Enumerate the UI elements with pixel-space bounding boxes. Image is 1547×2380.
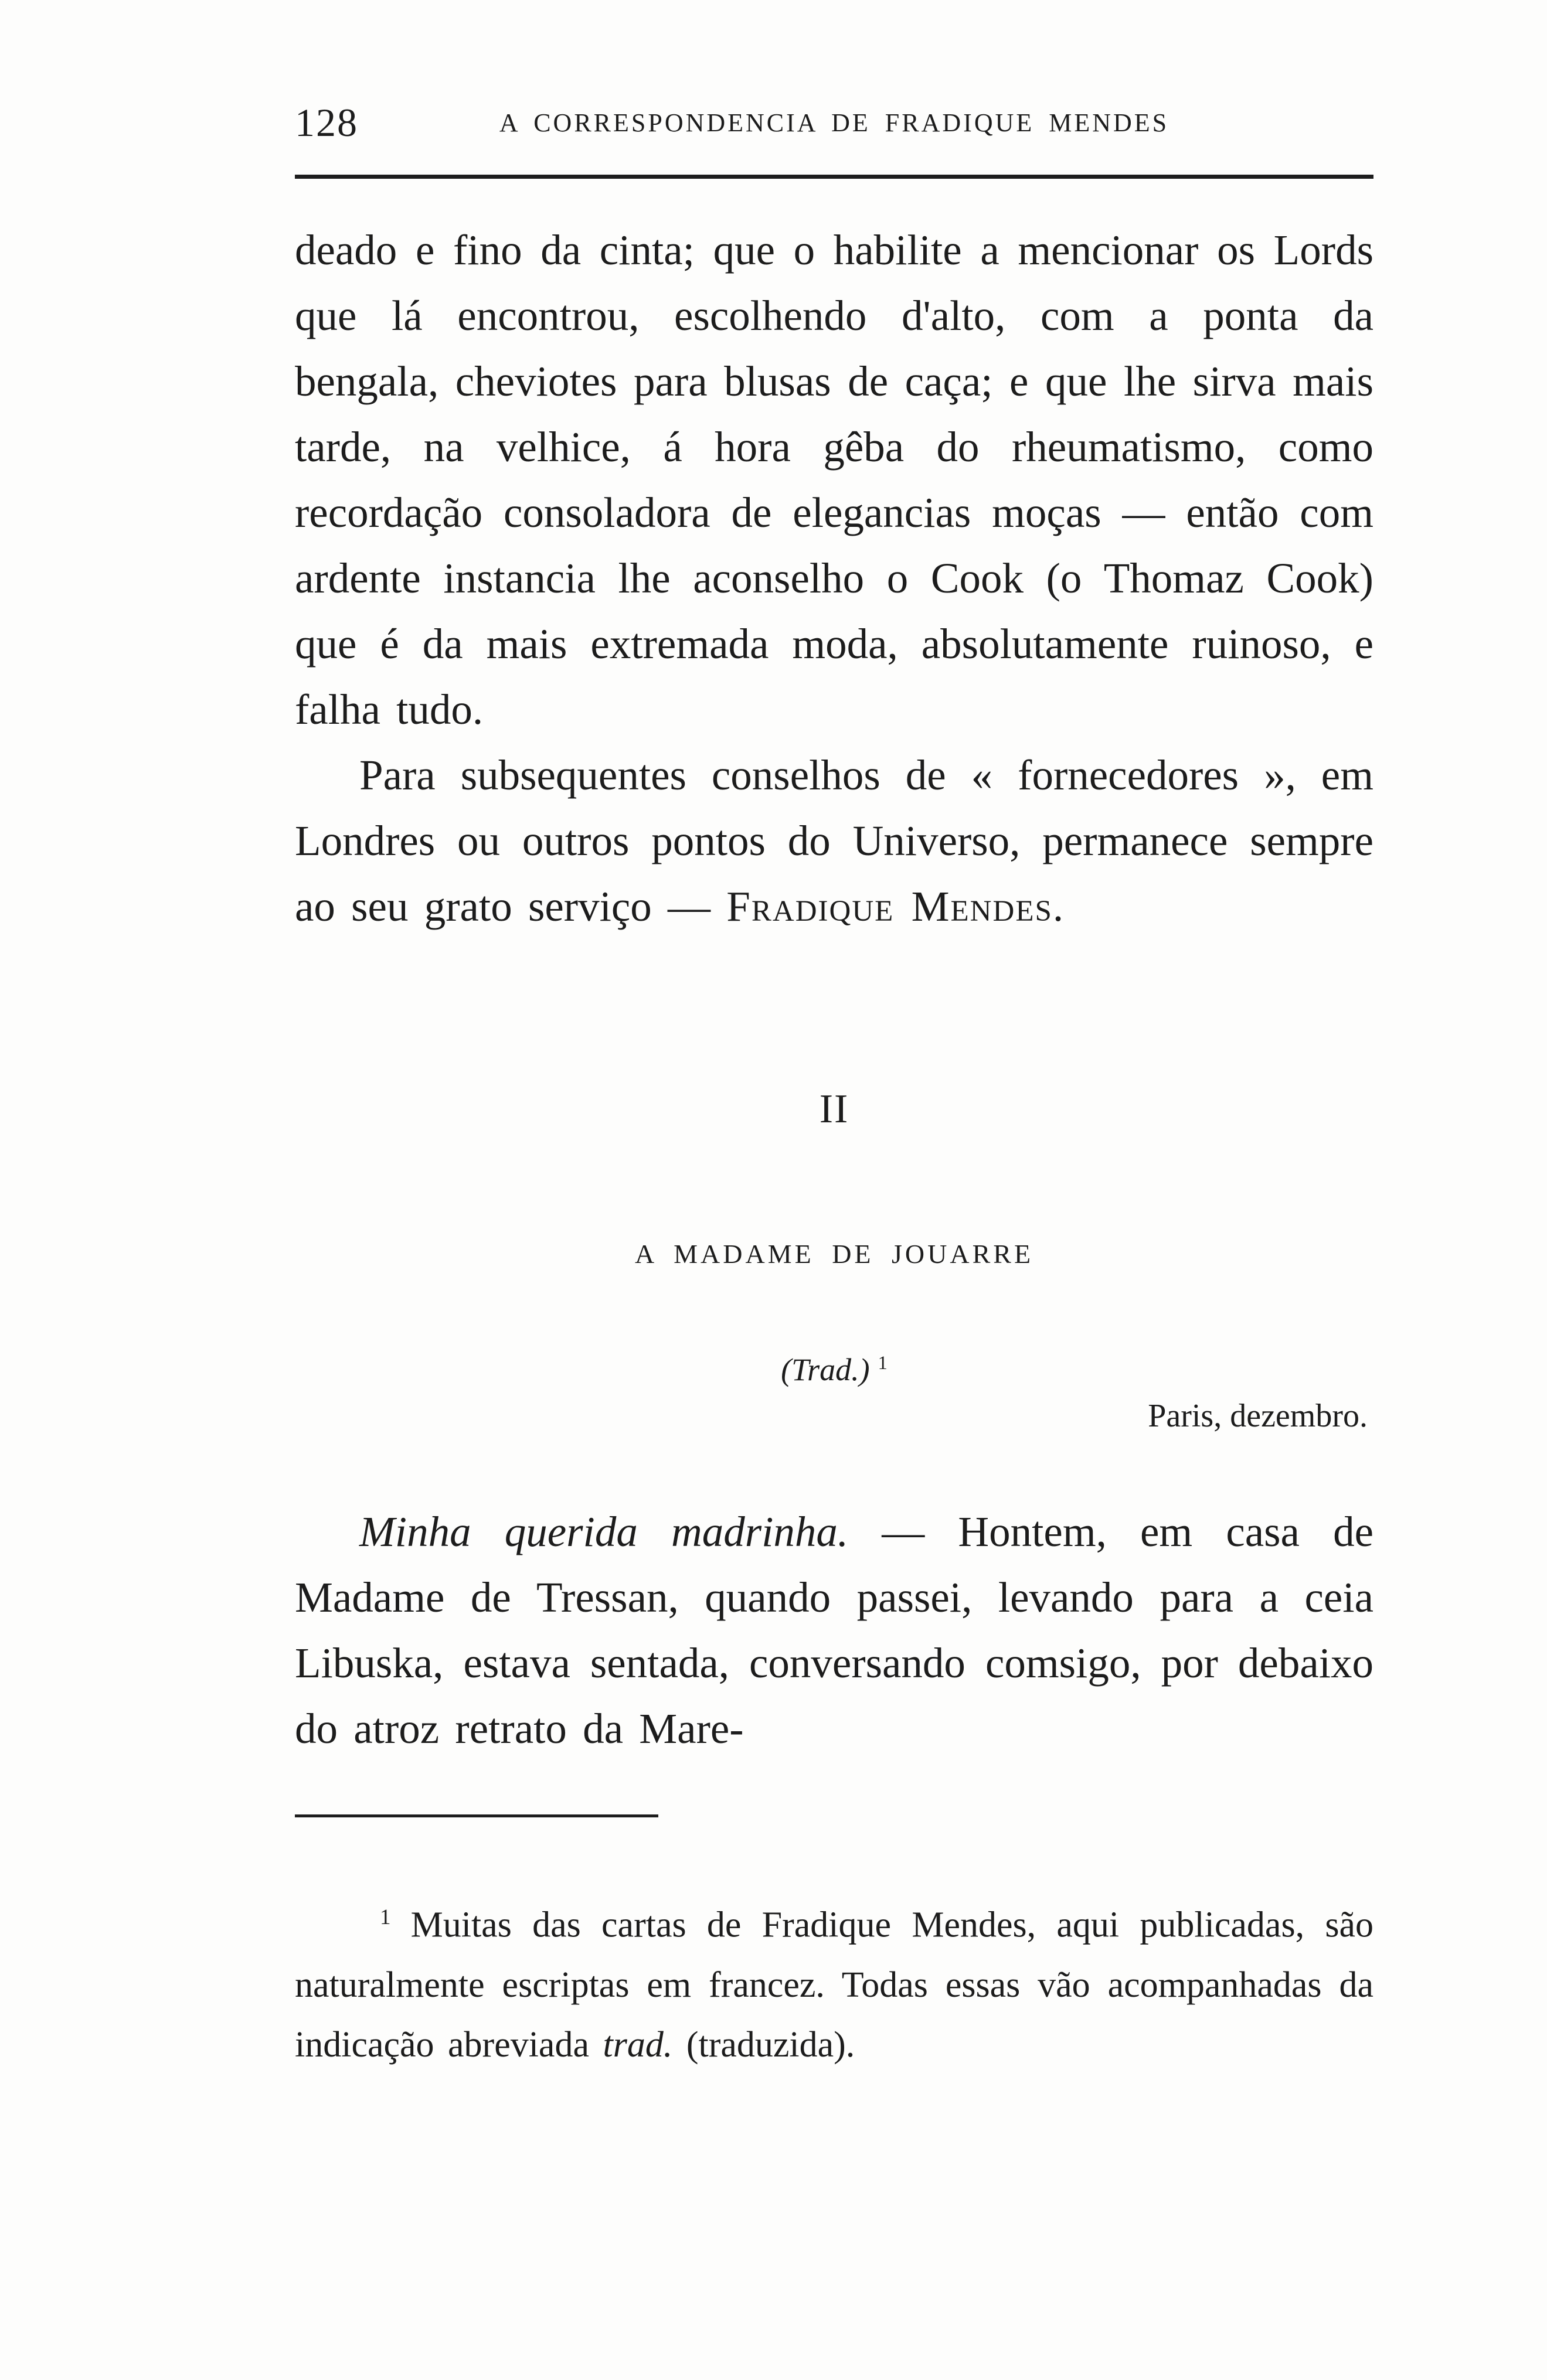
footnote-text-after: (traduzida).	[672, 2024, 855, 2065]
closing-text: Para subsequentes conselhos de « fornecedores », em Londres ou outros pontos do Universo, permanece sempre ao seu grato serviço —	[295, 751, 1373, 930]
dateline: Paris, dezembro.	[1148, 1398, 1368, 1434]
section-numeral: II	[819, 1087, 849, 1132]
footnote-abbreviation: trad.	[603, 2024, 673, 2065]
translation-note	[295, 1351, 1373, 1388]
footnote-rule	[295, 1814, 658, 1817]
page-body	[295, 217, 1373, 1762]
footnote	[295, 1888, 1373, 2075]
footnote-number: 1	[380, 1905, 391, 1929]
page-content	[295, 100, 1373, 2075]
header-rule	[295, 175, 1373, 179]
letter-opening-paragraph	[295, 1499, 1373, 1762]
letter-salutation: Minha querida madrinha.	[359, 1508, 849, 1555]
footnote-area	[295, 1814, 1373, 2075]
trad-label: (Trad.)	[781, 1352, 870, 1387]
body-paragraph-continuation: deado e fino da cinta; que o habilite a mencionar os Lords que lá encontrou, escolhendo d'alto, com a ponta da bengala, cheviotes para blusas de caça; e que lhe sirva mais tarde, na velhice, á hora gêba do rheumatismo, como recordação consoladora de elegancias moças — então com ardente instancia lhe aconselho o Cook (o Thomaz Cook) que é da mais extremada moda, absolutamente ruinoso, e falha tudo.	[295, 226, 1373, 733]
letter-addressee: A MADAME DE JOUARRE	[634, 1239, 1034, 1269]
letter-opening-text: — Hontem, em casa de Madame de Tressan, quando passei, levando para a ceia Libuska, estava sentada, conversando comsigo, por debaixo do atroz retrato da Mare-	[295, 1508, 1373, 1752]
body-paragraph-closing	[295, 743, 1373, 939]
running-title: A CORRESPONDENCIA DE FRADIQUE MENDES	[499, 108, 1169, 137]
page-header	[295, 100, 1373, 152]
footnote-reference-mark: 1	[878, 1353, 888, 1374]
page-number: 128	[295, 100, 358, 145]
signature-name: Fradique Mendes.	[726, 883, 1065, 930]
footnote-text-before: Muitas das cartas de Fradique Mendes, aqui publicadas, são naturalmente escriptas em francez. Todas essas vão acompanhadas da indicação abreviada	[295, 1905, 1373, 2065]
